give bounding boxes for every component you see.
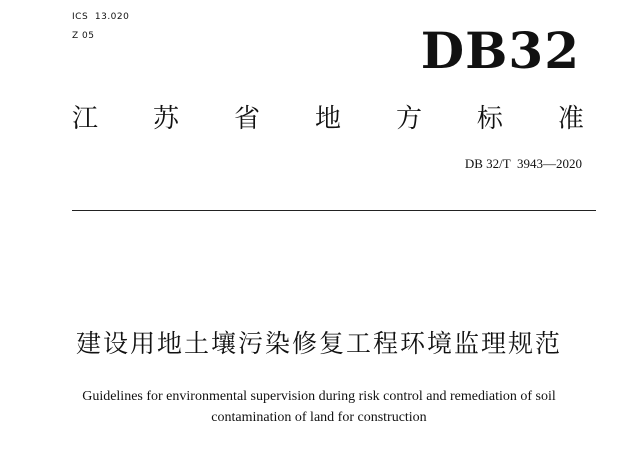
document-title-chinese: 建设用地土壤污染修复工程环境监理规范 — [75, 329, 562, 358]
english-title-line-2: contamination of land for construction — [211, 410, 427, 425]
standard-type-char: 省 — [233, 104, 260, 134]
standard-type-char: 标 — [476, 104, 503, 134]
english-title-line-1: Guidelines for environmental supervision during risk control and remediation of soil — [82, 389, 556, 404]
standard-type-heading — [72, 106, 584, 132]
standard-type-char: 苏 — [152, 104, 179, 134]
standard-type-char: 地 — [314, 104, 341, 134]
document-title-english — [30, 386, 608, 428]
standard-type-char: 方 — [395, 104, 422, 134]
standard-number: DB 32/T 3943—2020 — [464, 156, 582, 171]
ccs-classification-code: Z 05 — [72, 31, 95, 41]
standard-type-char: 准 — [557, 104, 584, 134]
ics-classification-code: ICS 13.020 — [72, 12, 130, 22]
standard-logo-db32: DB32 — [420, 21, 580, 80]
standard-type-char: 江 — [72, 104, 99, 134]
header-divider — [72, 210, 596, 211]
